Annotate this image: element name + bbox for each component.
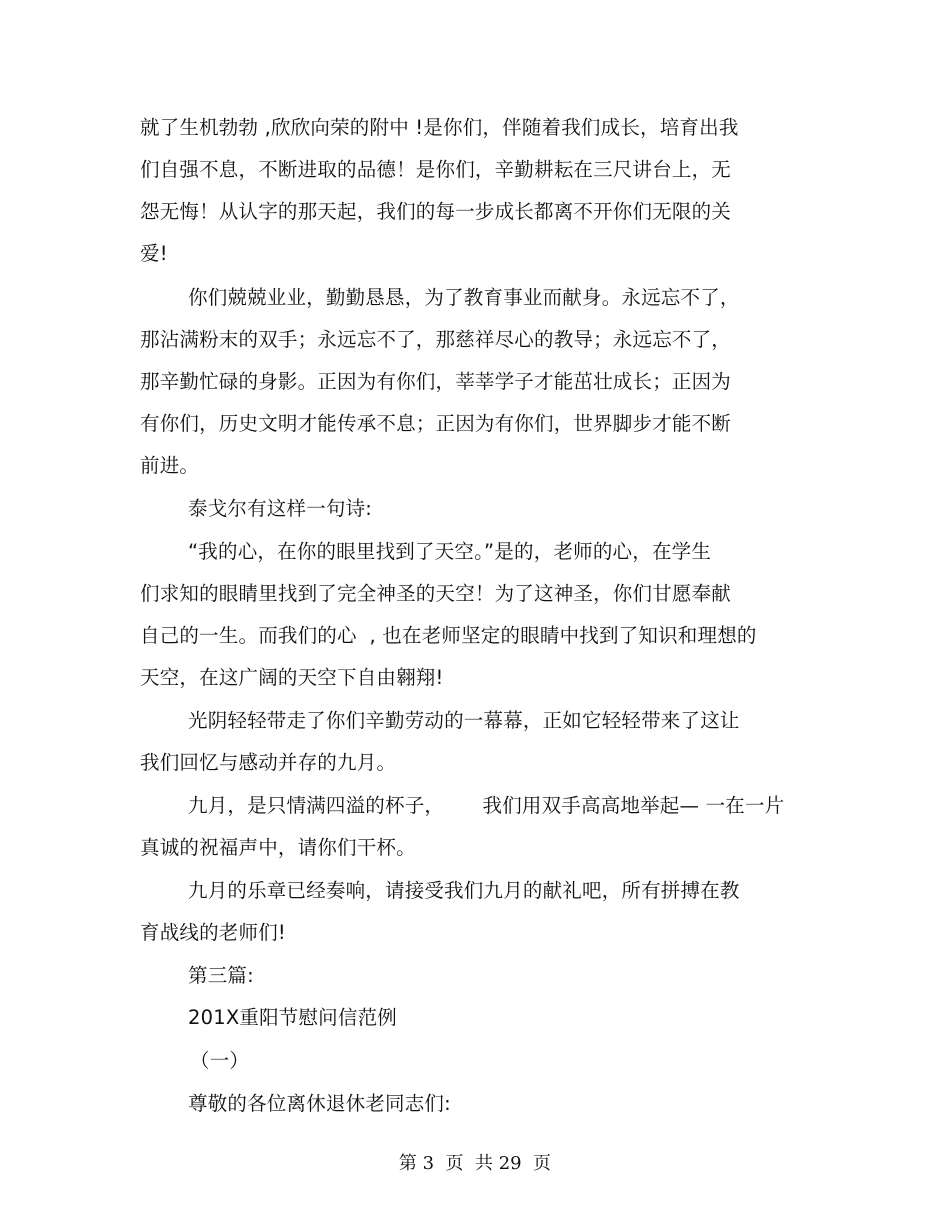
- paragraph-line: 九月，是只情满四溢的杯子， 我们用双手高高地举起— 一在一片: [188, 794, 785, 817]
- paragraph-line: 爱!: [140, 242, 168, 265]
- paragraph-line: 九月的乐章已经奏响，请接受我们九月的献礼吧，所有拼搏在教: [188, 879, 740, 902]
- paragraph-line: 就了生机勃勃 ,欣欣向荣的附中 !是你们，伴随着我们成长，培育出我: [140, 116, 739, 139]
- paragraph-line: 们求知的眼睛里找到了完全神圣的天空！为了这神圣，你们甘愿奉献: [140, 582, 732, 605]
- paragraph-line: 那沾满粉末的双手；永远忘不了，那慈祥尽心的教导；永远忘不了，: [140, 328, 732, 351]
- section-title: 201X重阳节慰问信范例: [188, 1006, 397, 1029]
- paragraph-line: 你们兢兢业业，勤勤恳恳，为了教育事业而献身。永远忘不了，: [188, 286, 740, 309]
- paragraph-line: 有你们，历史文明才能传承不息；正因为有你们，世界脚步才能不断: [140, 412, 732, 435]
- section-heading: 第三篇:: [188, 964, 254, 987]
- paragraph-line: 光阴轻轻带走了你们辛勤劳动的一幕幕，正如它轻轻带来了这让: [188, 709, 740, 732]
- paragraph-line: 育战线的老师们!: [140, 921, 286, 944]
- paragraph-line: 前进。: [140, 454, 200, 477]
- section-number: （一）: [190, 1049, 250, 1072]
- salutation-line: 尊敬的各位离休退休老同志们:: [188, 1092, 451, 1115]
- paragraph-line: 们自强不息，不断进取的品德！是你们，辛勤耕耘在三尺讲台上，无: [140, 158, 732, 181]
- paragraph-line: “我的心，在你的眼里找到了天空。”是的，老师的心，在学生: [188, 540, 712, 563]
- paragraph-line: 我们回忆与感动并存的九月。: [140, 751, 397, 774]
- paragraph-line: 泰戈尔有这样一句诗:: [188, 497, 373, 520]
- paragraph-line: 那辛勤忙碌的身影。正因为有你们，莘莘学子才能茁壮成长；正因为: [140, 370, 732, 393]
- paragraph-line: 自己的一生。而我们的心 , 也在老师坚定的眼睛中找到了知识和理想的: [140, 624, 757, 647]
- paragraph-line: 怨无悔！从认字的那天起，我们的每一步成长都离不开你们无限的关: [140, 200, 732, 223]
- paragraph-line: 真诚的祝福声中，请你们干杯。: [140, 836, 416, 859]
- page-footer: 第 3 页 共 29 页: [398, 1153, 552, 1174]
- paragraph-line: 天空，在这广阔的天空下自由翱翔!: [140, 666, 444, 689]
